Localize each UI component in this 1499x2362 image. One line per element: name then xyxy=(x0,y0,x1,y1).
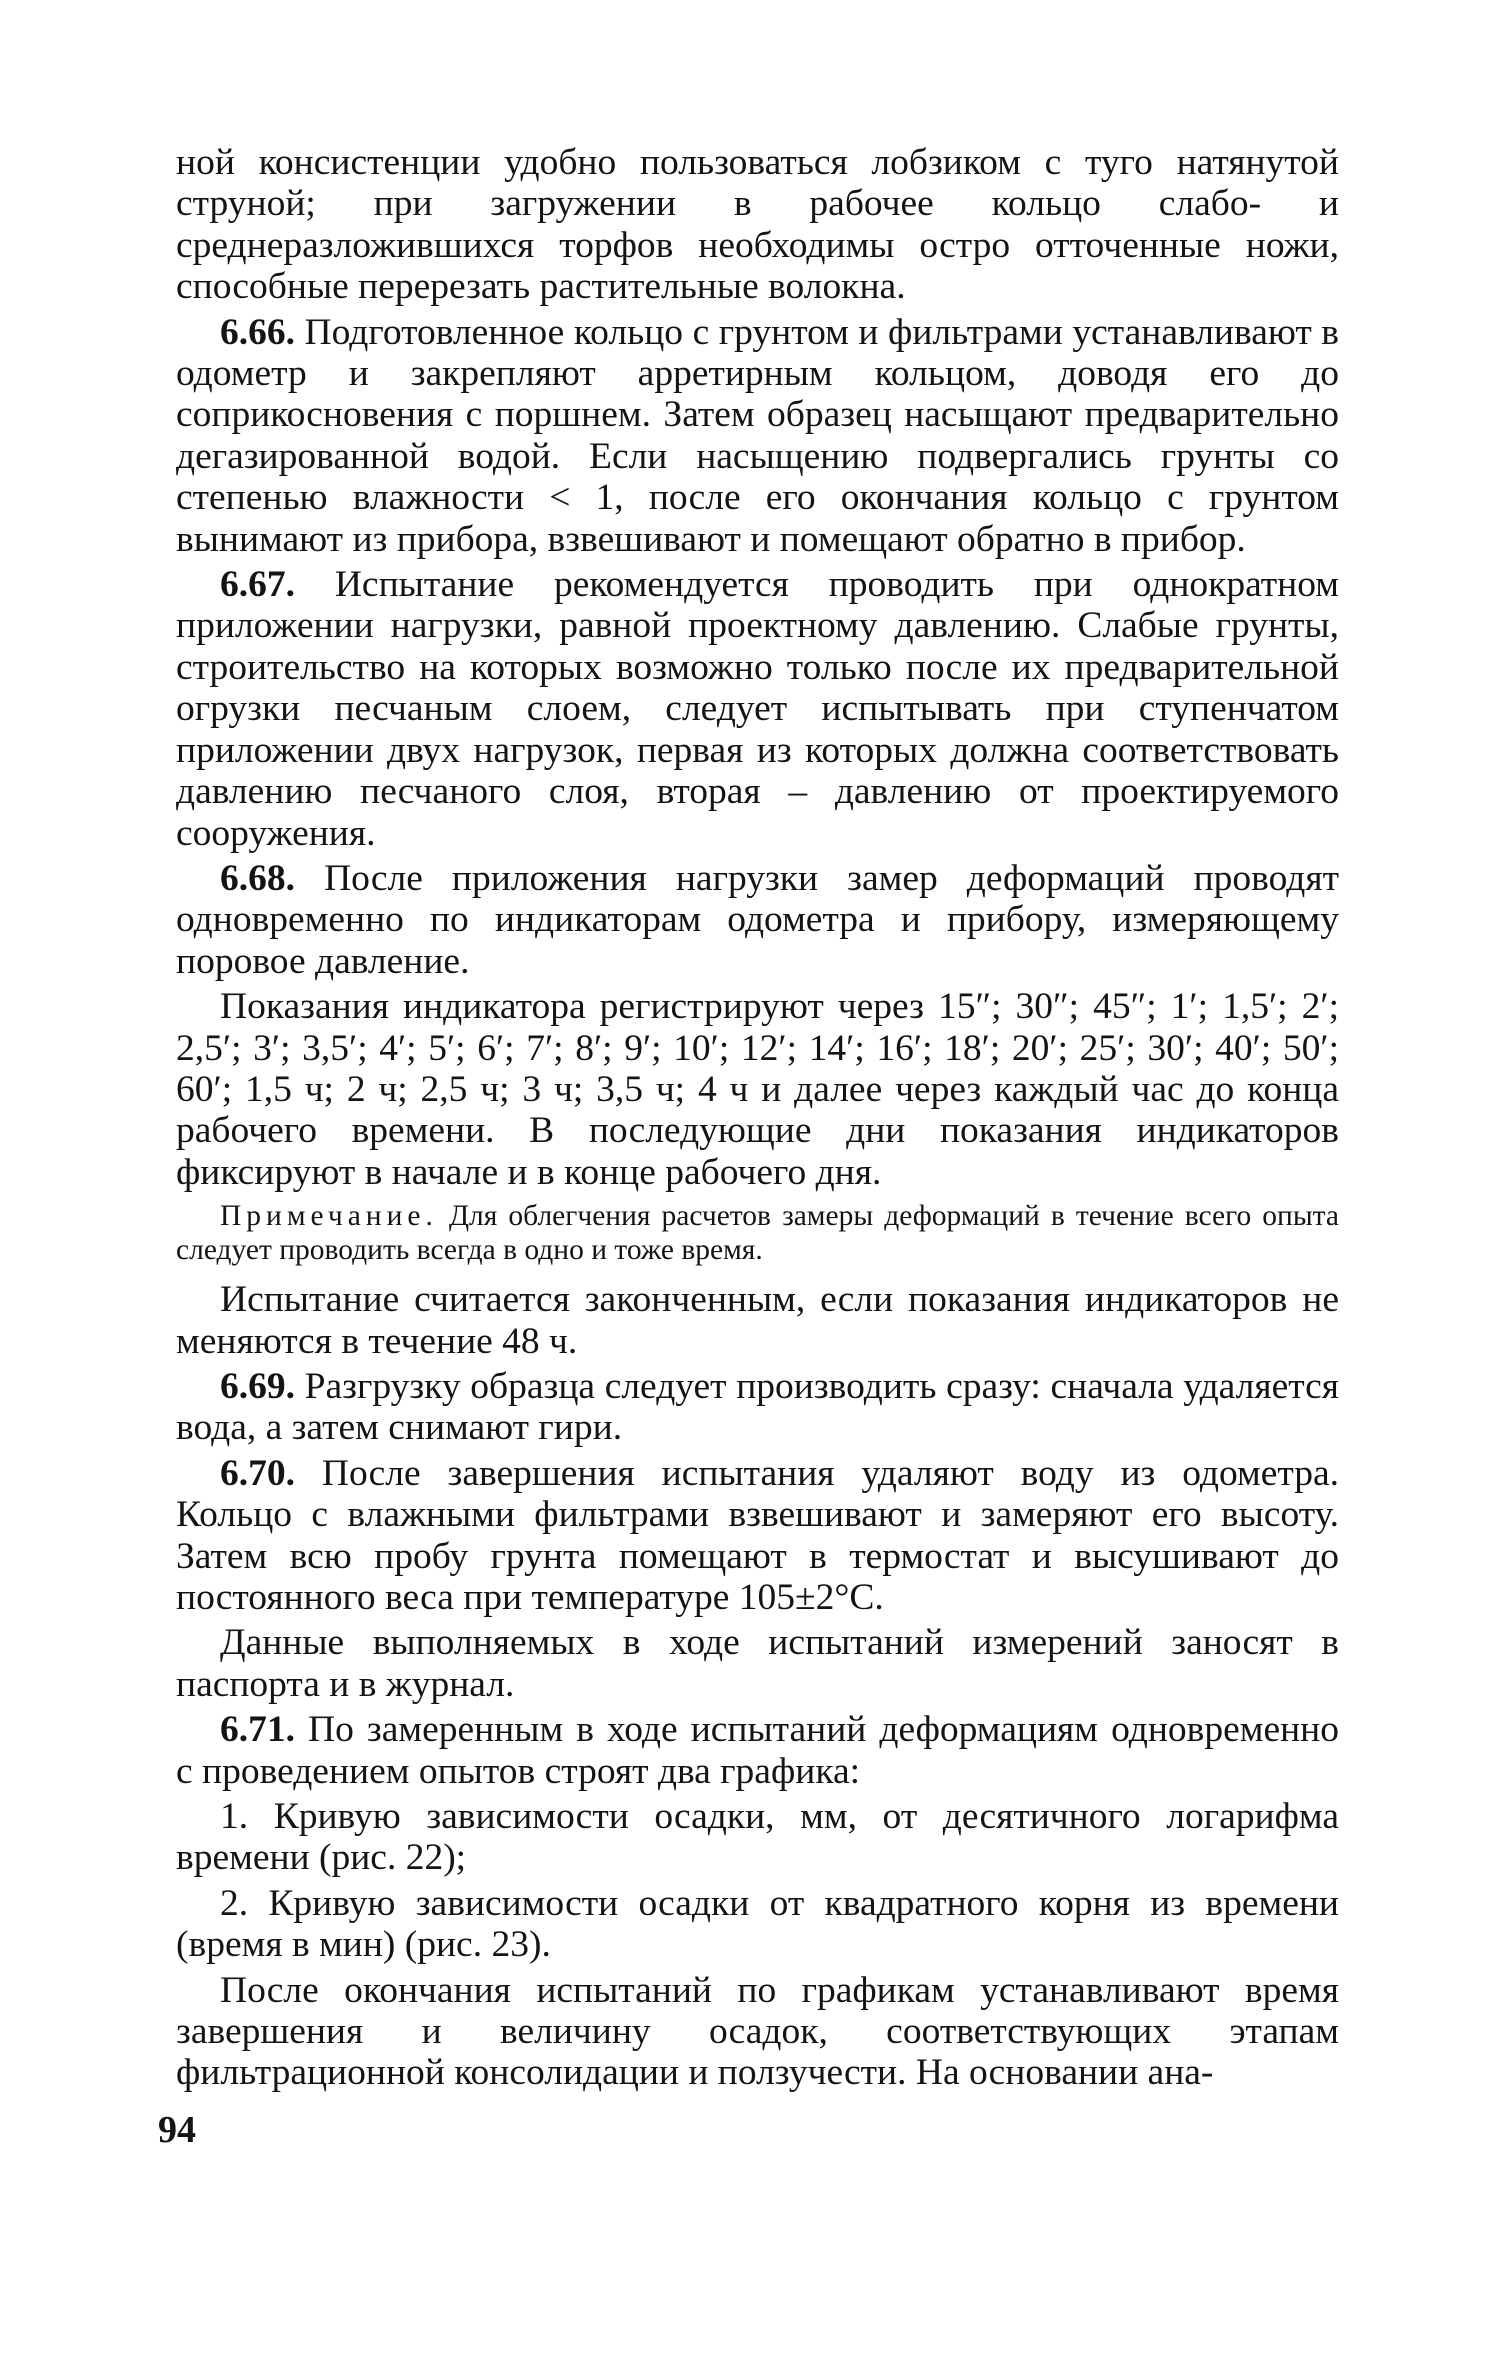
section-number: 6.71. xyxy=(220,1709,295,1751)
data-paragraph: Данные выполняемых в ходе испытаний измерений заносят в паспорта и в журнал. xyxy=(176,1622,1339,1705)
section-number: 6.68. xyxy=(220,857,295,899)
note-label: Примечание. xyxy=(220,1200,438,1233)
section-text: По замеренным в ходе испытаний деформациям одновременно с проведением опытов строят два графика: xyxy=(176,1709,1339,1792)
section-6-67 xyxy=(176,564,1339,854)
lead-paragraph: ной консистенции удобно пользоваться лобзиком с туго натянутой струной; при загружении в рабочее кольцо слабо- и среднеразложившихся торфов необходимы остро отточенные ножи, способные перерезать растительные волокна. xyxy=(176,142,1339,308)
page-body xyxy=(176,142,1339,2094)
section-text: Испытание рекомендуется проводить при однократном приложении нагрузки, равной проектному давлению. Слабые грунты, строительство на которых возможно только после их предварительной огрузки песчаным слоем, следует испытывать при ступенчатом приложении двух нагрузок, первая из которых должна соответствовать давлению песчаного слоя, вторая – давлению от проектируемого сооружения. xyxy=(176,564,1340,854)
section-number: 6.67. xyxy=(220,564,295,606)
completion-paragraph: Испытание считается законченным, если показания индикаторов не меняются в течение 48 ч. xyxy=(176,1279,1339,1362)
section-6-66 xyxy=(176,312,1339,560)
note-text: Для облегчения расчетов замеры деформаций в течение всего опыта следует проводить всегда в одно и тоже время. xyxy=(176,1200,1340,1267)
final-paragraph: После окончания испытаний по графикам устанавливают время завершения и величину осадок, соответствующих этапам фильтрационной консолидации и ползучести. На основании ана- xyxy=(176,1969,1339,2094)
section-6-68 xyxy=(176,858,1339,982)
section-text: После завершения испытания удаляют воду из одометра. Кольцо с влажными фильтрами взвешивают и замеряют его высоту. Затем всю пробу грунта помещают в термостат и высушивают до постоянного веса при температуре 105±2°С. xyxy=(176,1452,1340,1618)
list-item: 1. Кривую зависимости осадки, мм, от десятичного логарифма времени (рис. 22); xyxy=(176,1796,1339,1879)
list-item: 2. Кривую зависимости осадки от квадратного корня из времени (время в мин) (рис. 23). xyxy=(176,1882,1339,1966)
section-number: 6.69. xyxy=(220,1365,295,1407)
note xyxy=(176,1199,1339,1267)
section-text: После приложения нагрузки замер деформаций проводят одновременно по индикаторам одометра и прибору, измеряющему поровое давление. xyxy=(176,857,1339,982)
section-number: 6.66. xyxy=(220,311,295,353)
readings-paragraph: Показания индикатора регистрируют через 15″; 30″; 45″; 1′; 1,5′; 2′; 2,5′; 3′; 3,5′; 4′; 5′; 6′; 7′; 8′; 9′; 10′; 12′; 14′; 16′; 18′; 20′; 25′; 30′; 40′; 50′; 60′; 1,5 ч; 2 ч; 2,5 ч; 3 ч; 3,5 ч; 4 ч и далее через каждый час до конца рабочего времени. В последующие дни показания индикаторов фиксируют в начале и в конце рабочего дня. xyxy=(176,986,1339,1193)
section-6-71 xyxy=(176,1709,1339,1792)
page-number: 94 xyxy=(158,2109,196,2151)
section-text: Подготовленное кольцо с грунтом и фильтрами устанавливают в одометр и закрепляют арретирным кольцом, доводя его до соприкосновения с поршнем. Затем образец насыщают предварительно дегазированной водой. Если насыщению подвергались грунты со степенью влажности < 1, после его окончания кольцо с грунтом вынимают из прибора, взвешивают и помещают обратно в прибор. xyxy=(176,311,1339,560)
section-number: 6.70. xyxy=(220,1452,295,1494)
section-text: Разгрузку образца следует производить сразу: сначала удаляется вода, а затем снимают гири. xyxy=(176,1365,1340,1449)
section-6-69 xyxy=(176,1366,1339,1449)
section-6-70 xyxy=(176,1453,1339,1619)
